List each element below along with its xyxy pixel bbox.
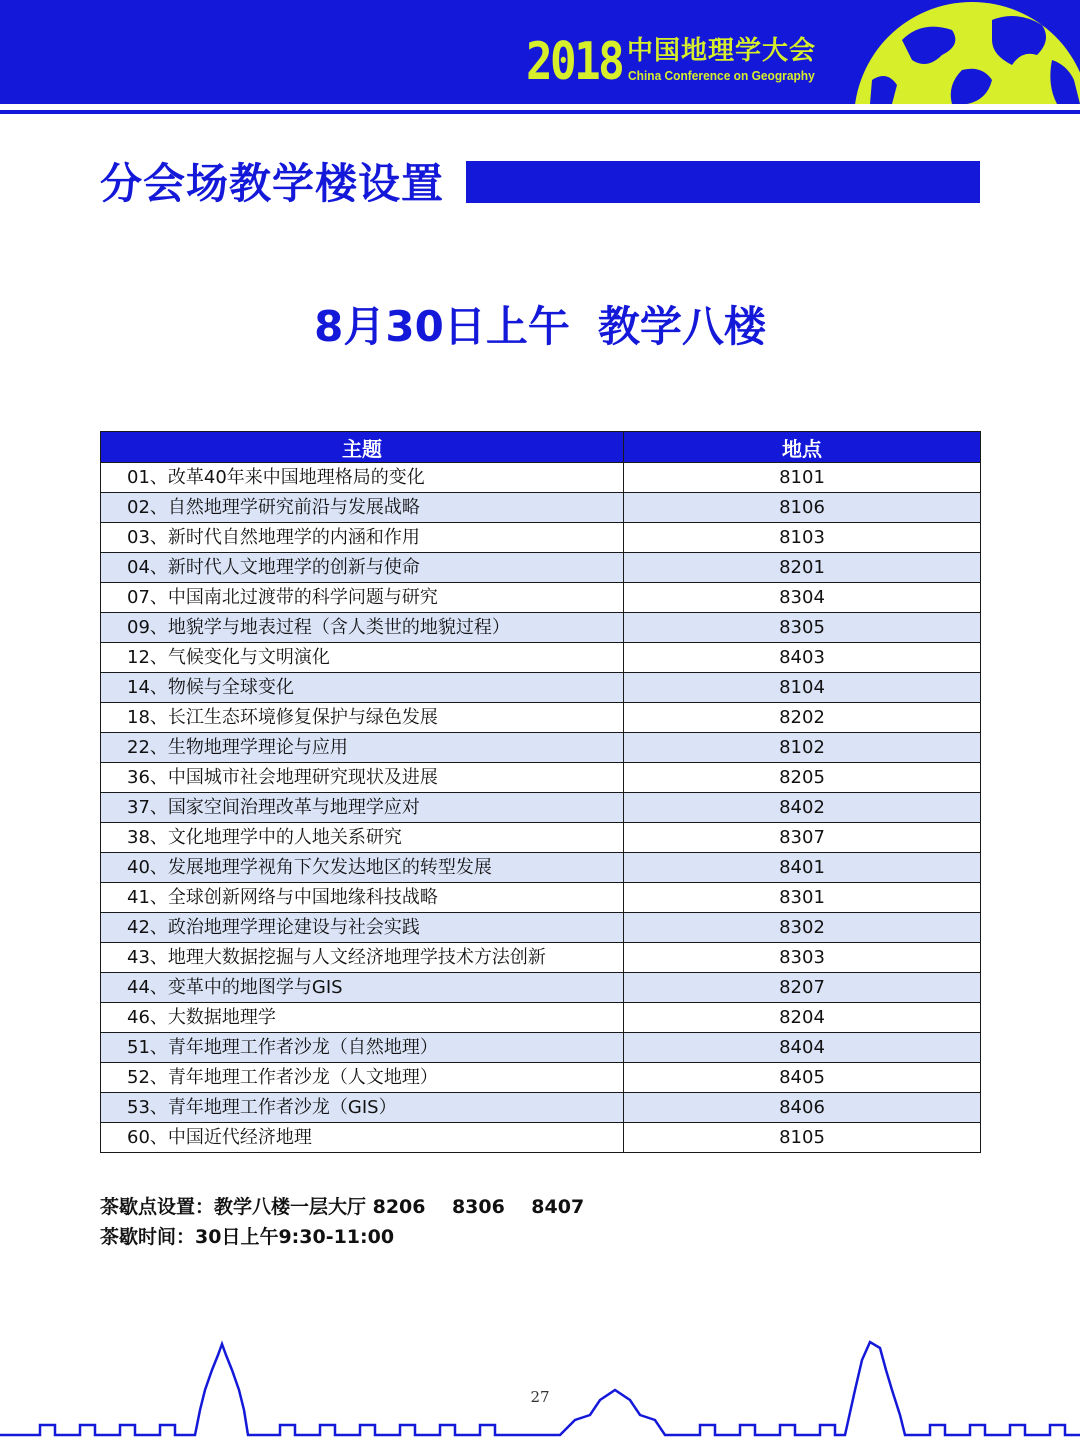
topic-cell: 41、全球创新网络与中国地缘科技战略 (101, 883, 624, 913)
room-cell: 8103 (624, 523, 981, 553)
room-cell: 8201 (624, 553, 981, 583)
table-row (101, 793, 981, 823)
globe-icon (842, 0, 1080, 104)
table-row (101, 703, 981, 733)
table-row (101, 733, 981, 763)
room-cell: 8404 (624, 1033, 981, 1063)
room-cell: 8101 (624, 463, 981, 493)
table-row (101, 583, 981, 613)
header-divider-line (0, 110, 1080, 114)
table-header-row (101, 432, 981, 463)
room-cell: 8105 (624, 1123, 981, 1153)
room-cell: 8403 (624, 643, 981, 673)
table-row (101, 673, 981, 703)
table-body (101, 463, 981, 1153)
topic-cell: 53、青年地理工作者沙龙（GIS） (101, 1093, 624, 1123)
venue-table (100, 431, 981, 1153)
topic-cell: 38、文化地理学中的人地关系研究 (101, 823, 624, 853)
page-number: 27 (530, 1388, 550, 1406)
room-cell: 8205 (624, 763, 981, 793)
session-building: 教学八楼 (597, 302, 766, 351)
topic-cell: 04、新时代人文地理学的创新与使命 (101, 553, 624, 583)
topic-cell: 44、变革中的地图学与GIS (101, 973, 624, 1003)
room-cell: 8307 (624, 823, 981, 853)
topic-cell: 37、国家空间治理改革与地理学应对 (101, 793, 624, 823)
column-header-topic: 主题 (101, 432, 624, 463)
room-cell: 8104 (624, 673, 981, 703)
room-cell: 8401 (624, 853, 981, 883)
topic-cell: 40、发展地理学视角下欠发达地区的转型发展 (101, 853, 624, 883)
topic-cell: 03、新时代自然地理学的内涵和作用 (101, 523, 624, 553)
topic-cell: 46、大数据地理学 (101, 1003, 624, 1033)
table-row (101, 1033, 981, 1063)
room-cell: 8301 (624, 883, 981, 913)
room-cell: 8303 (624, 943, 981, 973)
room-cell: 8305 (624, 613, 981, 643)
topic-cell: 36、中国城市社会地理研究现状及进展 (101, 763, 624, 793)
topic-cell: 43、地理大数据挖掘与人文经济地理学技术方法创新 (101, 943, 624, 973)
conference-title-cn: 中国地理学大会 (627, 36, 817, 66)
topic-cell: 01、改革40年来中国地理格局的变化 (101, 463, 624, 493)
topic-cell: 14、物候与全球变化 (101, 673, 624, 703)
section-title: 分会场教学楼设置 (100, 159, 445, 208)
room-cell: 8406 (624, 1093, 981, 1123)
topic-cell: 02、自然地理学研究前沿与发展战略 (101, 493, 624, 523)
session-date: 8月30日上午 (314, 302, 570, 351)
table-row (101, 1003, 981, 1033)
table-row (101, 913, 981, 943)
topic-cell: 09、地貌学与地表过程（含人类世的地貌过程） (101, 613, 624, 643)
table-row (101, 883, 981, 913)
table-row (101, 973, 981, 1003)
topic-cell: 18、长江生态环境修复保护与绿色发展 (101, 703, 624, 733)
room-cell: 8202 (624, 703, 981, 733)
topic-cell: 07、中国南北过渡带的科学问题与研究 (101, 583, 624, 613)
topic-cell: 60、中国近代经济地理 (101, 1123, 624, 1153)
room-cell: 8302 (624, 913, 981, 943)
topic-cell: 52、青年地理工作者沙龙（人文地理） (101, 1063, 624, 1093)
table-row (101, 643, 981, 673)
topic-cell: 51、青年地理工作者沙龙（自然地理） (101, 1033, 624, 1063)
table-row (101, 763, 981, 793)
room-cell: 8207 (624, 973, 981, 1003)
table-row (101, 523, 981, 553)
table-row (101, 943, 981, 973)
tea-break-location: 茶歇点设置：教学八楼一层大厅 8206 8306 8407 (100, 1196, 585, 1218)
table-row (101, 493, 981, 523)
room-cell: 8405 (624, 1063, 981, 1093)
room-cell: 8204 (624, 1003, 981, 1033)
session-heading (0, 300, 1080, 354)
table-row (101, 853, 981, 883)
column-header-room: 地点 (624, 432, 981, 463)
room-cell: 8106 (624, 493, 981, 523)
table-row (101, 613, 981, 643)
conference-title-en: China Conference on Geography (628, 68, 815, 83)
table-row (101, 823, 981, 853)
conference-year: 2018 (526, 32, 623, 92)
topic-cell: 42、政治地理学理论建设与社会实践 (101, 913, 624, 943)
table-row (101, 1093, 981, 1123)
tea-break-time: 茶歇时间：30日上午9:30-11:00 (100, 1226, 395, 1248)
room-cell: 8304 (624, 583, 981, 613)
table-row (101, 463, 981, 493)
section-title-bar (466, 161, 980, 203)
table-row (101, 1063, 981, 1093)
topic-cell: 22、生物地理学理论与应用 (101, 733, 624, 763)
room-cell: 8102 (624, 733, 981, 763)
room-cell: 8402 (624, 793, 981, 823)
table-row (101, 1123, 981, 1153)
table-row (101, 553, 981, 583)
topic-cell: 12、气候变化与文明演化 (101, 643, 624, 673)
